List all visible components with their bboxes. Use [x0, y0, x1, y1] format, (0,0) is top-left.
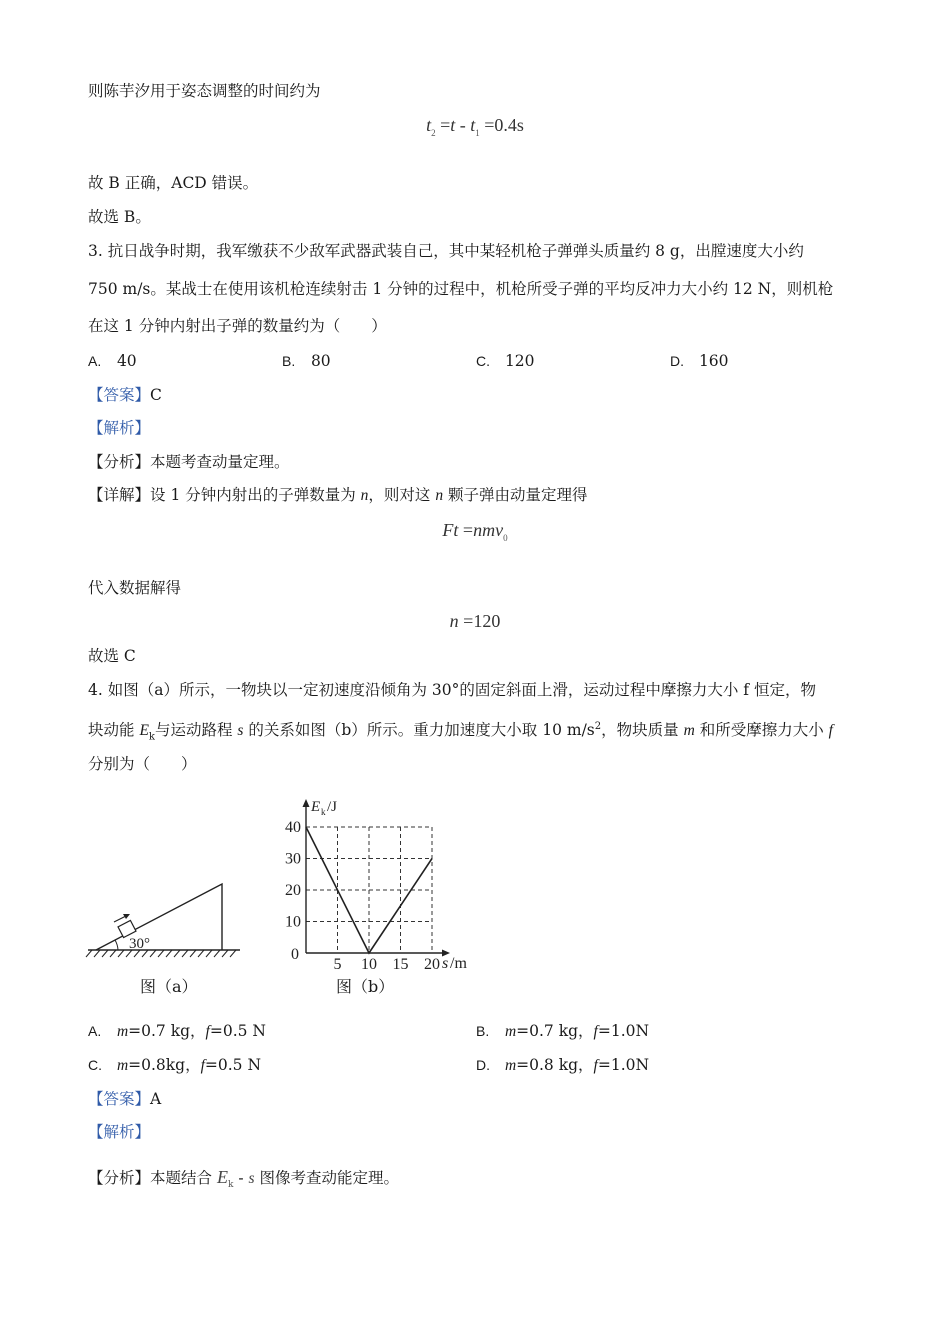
- equation-momentum: Ft =nmv$_0$: [442, 520, 508, 543]
- fenxi-line: 【分析】本题结合 $E_k$ - s 图像考查动能定理。: [88, 1167, 399, 1191]
- y-axis-arrow-icon: [303, 799, 310, 807]
- question-4-line: 分别为（ ）: [88, 755, 197, 773]
- x-axis-label-unit: /m: [450, 955, 467, 972]
- x-tick-label: 10: [361, 956, 377, 973]
- figure-a-caption: 图（a）: [140, 977, 198, 996]
- y-tick-label: 20: [285, 882, 301, 899]
- option-c: C. 120: [476, 352, 535, 370]
- text-line: 故选 B。: [88, 208, 151, 226]
- question-3-line: 在这 1 分钟内射出子弹的数量约为（ ）: [88, 317, 387, 335]
- option-d: D. 160: [670, 352, 729, 370]
- option-d: D. m=0.8 kg，f=1.0N: [476, 1056, 650, 1074]
- y-tick-label: 30: [285, 850, 301, 868]
- question-4-line: 4. 如图（a）所示，一物块以一定初速度沿倾角为 30°的固定斜面上滑，运动过程中摩擦力大小 f 恒定，物: [88, 681, 816, 699]
- analysis-tag: 【解析】: [88, 1123, 151, 1141]
- fenxi-line: 【分析】本题考查动量定理。: [88, 453, 290, 471]
- ground-hatch: [86, 950, 236, 957]
- angle-arc: [115, 940, 118, 950]
- x-tick-label: 15: [392, 956, 409, 973]
- y-axis-label-unit: /J: [327, 799, 338, 815]
- text-line: 则陈芋汐用于姿态调整的时间约为: [88, 82, 321, 100]
- y-axis-label-sub: k: [321, 807, 326, 817]
- equation-time: $t_2 =t - t_1 =0.4s$: [426, 115, 524, 138]
- option-a: A. m=0.7 kg，f=0.5 N: [88, 1022, 266, 1040]
- figure-a-incline: [84, 870, 244, 962]
- answer-line: 【答案】A: [88, 1090, 162, 1108]
- question-3-line: 750 m/s。某战士在使用该机枪连续射击 1 分钟的过程中，机枪所受子弹的平均反冲力大小约 12 N，则机枪: [88, 280, 834, 298]
- x-tick-label: 5: [333, 956, 342, 973]
- chart-axes: [303, 799, 451, 957]
- x-axis-label: s: [442, 955, 449, 972]
- detail-line: 【详解】设 1 分钟内射出的子弹数量为 n，则对这 n 颗子弹由动量定理得: [88, 486, 588, 504]
- x-tick-label: 20: [424, 956, 440, 973]
- chart-grid: [306, 827, 432, 953]
- answer-tag: 【答案】: [88, 1090, 151, 1108]
- block: [118, 920, 136, 937]
- figure-b-caption: 图（b）: [336, 977, 395, 996]
- option-a: A. 40: [88, 352, 137, 370]
- text-line: 代入数据解得: [88, 579, 182, 597]
- origin-label: 0: [291, 946, 299, 963]
- text-line: 故选 C: [88, 647, 136, 665]
- figure-b-chart: [270, 796, 480, 976]
- y-tick-label: 40: [285, 819, 301, 836]
- analysis-tag: 【解析】: [88, 419, 151, 437]
- y-axis-label: E: [311, 799, 321, 815]
- option-c: C. m=0.8kg，f=0.5 N: [88, 1056, 262, 1074]
- question-3-line: 3. 抗日战争时期，我军缴获不少敌军武器武装自己，其中某轻机枪子弹弹头质量约 8 g，出膛速度大小约: [88, 242, 804, 260]
- option-b: B. m=0.7 kg，f=1.0N: [476, 1022, 650, 1040]
- question-4-line: 块动能 $E_k$与运动路程 s 的关系如图（b）所示。重力加速度大小取 10 $m/s^2$，物块质量 m 和所受摩擦力大小 f: [88, 721, 833, 743]
- y-tick-label: 10: [285, 913, 301, 931]
- chart-ticks: [285, 819, 440, 973]
- text-line: 故 B 正确，ACD 错误。: [88, 174, 259, 192]
- equation-result: n =120: [449, 611, 501, 631]
- answer-tag: 【答案】: [88, 386, 151, 404]
- option-b: B. 80: [282, 352, 331, 370]
- angle-label: 30°: [129, 936, 150, 952]
- answer-line: 【答案】C: [88, 386, 162, 404]
